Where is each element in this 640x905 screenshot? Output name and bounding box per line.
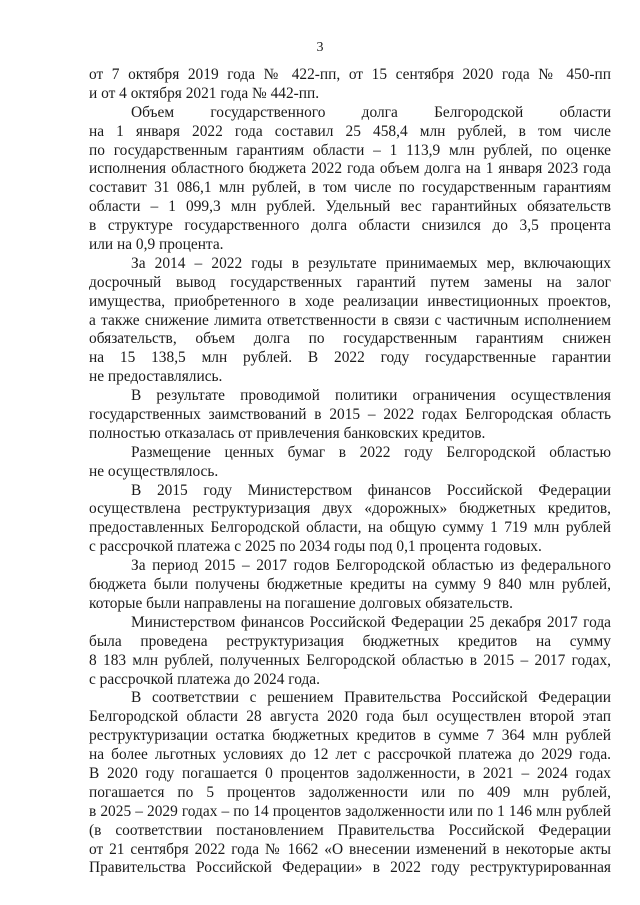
- text-line: (в соответствии постановлением Правительства Российской Федерации: [89, 821, 611, 839]
- text-line: Белгородской области 28 августа 2020 года был осуществлен второй этап: [89, 708, 611, 726]
- text-line: 8 183 млн рублей, полученных Белгородской областью в 2015 – 2017 годах,: [89, 651, 611, 669]
- text-line: Размещение ценных бумаг в 2022 году Белгородской областью: [131, 443, 611, 461]
- page-number: 3: [316, 40, 324, 55]
- text-line: не предоставлялись.: [89, 368, 223, 386]
- text-line: от 7 октября 2019 года № 422-пп, от 15 сентября 2020 года № 450-пп: [89, 66, 611, 83]
- text-line: на 1 января 2022 года составил 25 458,4 млн рублей, в том числе: [89, 122, 611, 140]
- text-line: или на 0,9 процента.: [89, 236, 224, 254]
- text-line: не осуществлялось.: [89, 462, 219, 480]
- text-line: была проведена реструктуризация бюджетных кредитов на сумму: [89, 632, 611, 650]
- text-line: в 2025 – 2029 годах – по 14 процентов задолженности или по 1 146 млн рублей: [89, 802, 611, 820]
- text-line: с рассрочкой платежа до 2024 года.: [89, 670, 320, 688]
- text-line: на 15 138,5 млн рублей. В 2022 году государственные гарантии: [89, 349, 611, 367]
- text-line: осуществлена реструктуризация двух «дорожных» бюджетных кредитов,: [89, 500, 611, 518]
- text-line: бюджета были получены бюджетные кредиты на сумму 9 840 млн рублей,: [89, 576, 611, 594]
- text-line: Министерством финансов Российской Федерации 25 декабря 2017 года: [131, 613, 611, 631]
- text-line: области – 1 099,3 млн рублей. Удельный вес гарантийных обязательств: [89, 198, 611, 216]
- text-line: В соответствии с решением Правительства Российской Федерации: [131, 689, 611, 707]
- text-line: обязательств, объем долга по государственным гарантиям снижен: [89, 330, 611, 348]
- text-line: реструктуризации остатка бюджетных кредитов в сумме 7 364 млн рублей: [89, 727, 611, 745]
- text-line: В 2020 году погашается 0 процентов задолженности, в 2021 – 2024 годах: [89, 764, 611, 782]
- text-line: и от 4 октября 2021 года № 442-пп.: [89, 84, 320, 102]
- text-line: от 21 сентября 2022 года № 1662 «О внесении изменений в некоторые акты: [89, 840, 611, 858]
- text-line: В 2015 году Министерством финансов Российской Федерации: [131, 481, 611, 499]
- text-line: по государственным гарантиям области – 1 113,9 млн рублей, по оценке: [89, 141, 611, 159]
- text-line: полностью отказалась от привлечения банковских кредитов.: [89, 424, 486, 442]
- text-line: составит 31 086,1 млн рублей, в том числе по государственным гарантиям: [89, 179, 611, 197]
- text-line: государственных заимствований в 2015 – 2022 годах Белгородская область: [89, 406, 611, 424]
- text-line: погашается по 5 процентов задолженности или по 409 млн рублей,: [89, 783, 611, 801]
- text-line: За 2014 – 2022 годы в результате принимаемых мер, включающих: [131, 254, 611, 272]
- text-line: а также снижение лимита ответственности в связи с частичным исполнением: [89, 311, 611, 329]
- text-line: За период 2015 – 2017 годов Белгородской областью из федерального: [131, 557, 611, 575]
- text-line: с рассрочкой платежа с 2025 по 2034 годы под 0,1 процента годовых.: [89, 538, 542, 556]
- text-line: на более льготных условиях до 12 лет с рассрочкой платежа до 2029 года.: [89, 746, 611, 764]
- text-line: которые были направлены на погашение долговых обязательств.: [89, 594, 513, 612]
- document-body: [89, 66, 611, 878]
- text-line: В результате проводимой политики ограничения осуществления: [131, 387, 611, 405]
- text-line: имущества, приобретенного в ходе реализации инвестиционных проектов,: [89, 292, 611, 310]
- text-line: досрочный вывод государственных гарантий путем замены на залог: [89, 273, 611, 291]
- text-line: исполнения областного бюджета 2022 года объем долга на 1 января 2023 года: [89, 160, 611, 178]
- text-line: Правительства Российской Федерации» в 2022 году реструктурированная: [89, 859, 611, 877]
- text-line: Объем государственного долга Белгородской области: [131, 103, 611, 121]
- text-line: в структуре государственного долга области снизился до 3,5 процента: [89, 217, 611, 235]
- text-line: предоставленных Белгородской области, на общую сумму 1 719 млн рублей: [89, 519, 611, 537]
